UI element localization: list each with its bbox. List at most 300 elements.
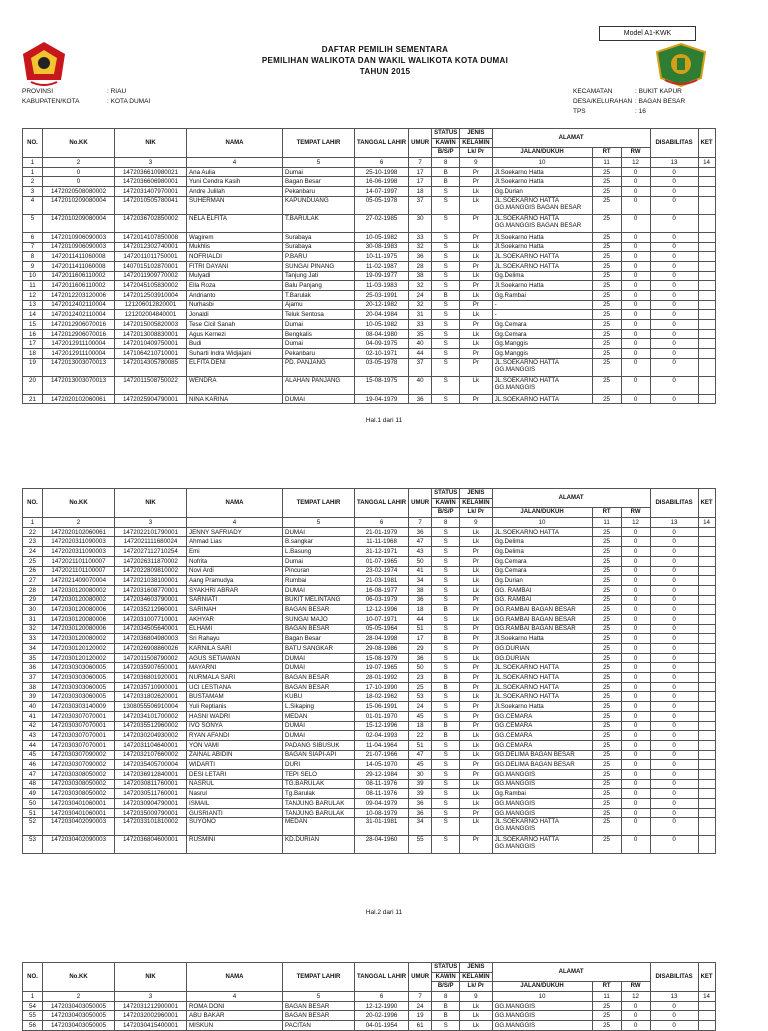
cell-tempat-lahir: BAGAN BESAR: [283, 605, 355, 615]
cell-tanggal-lahir: 11-11-1968: [355, 537, 409, 547]
model-form-box: Model A1-KWK: [599, 26, 696, 41]
cell-umur: 38: [409, 271, 432, 281]
cell-ket: [698, 585, 715, 595]
cell-nama: BUSTAMAM: [187, 692, 283, 702]
table-header-row: [23, 129, 716, 139]
address-line: JL.SOEKARNO HATTA: [494, 818, 559, 826]
cell-rt: 25: [592, 740, 621, 750]
table-row: [23, 527, 716, 537]
cell-status-kawin: S: [432, 214, 460, 232]
cell-rt: 25: [592, 547, 621, 557]
header-tanggal-lahir: TANGGAL LAHIR: [355, 963, 409, 992]
cell-tempat-lahir: Surabaya: [283, 232, 355, 242]
cell-rw: 0: [621, 339, 650, 349]
cell-status-kawin: S: [432, 836, 460, 854]
cell-tanggal-lahir: 21-07-1966: [355, 750, 409, 760]
cell-rt: 25: [592, 760, 621, 770]
column-number: 3: [115, 158, 187, 168]
cell-no-kk: 1472012203120006: [43, 290, 115, 300]
cell-status-kawin: S: [432, 760, 460, 770]
voter-table-page-1: [22, 128, 716, 404]
cell-nik: 1472036702850002: [115, 214, 187, 232]
cell-rt: 25: [592, 614, 621, 624]
cell-ket: [698, 702, 715, 712]
page-number-1: Hal.1 dari 11: [365, 417, 403, 424]
cell-rt: 25: [592, 731, 621, 741]
cell-tempat-lahir: P.BARU: [283, 252, 355, 262]
cell-jenis-kelamin: Pr: [460, 702, 492, 712]
cell-no: 12: [23, 290, 43, 300]
cell-umur: 25: [409, 682, 432, 692]
cell-no-kk: 1472030120080002: [43, 595, 115, 605]
address-line: GG.MANGGIS BAGAN BESAR: [494, 203, 582, 211]
cell-rt: 25: [592, 808, 621, 818]
cell-no: 47: [23, 769, 43, 779]
cell-rt: 25: [592, 281, 621, 291]
cell-no: 8: [23, 252, 43, 262]
tps-label: TPS: [573, 108, 586, 115]
cell-tanggal-lahir: 10-05-1982: [355, 320, 409, 330]
cell-no: 39: [23, 692, 43, 702]
cell-umur: 32: [409, 242, 432, 252]
cell-umur: 17: [409, 167, 432, 177]
cell-no-kk: 1472030403050005: [43, 1011, 115, 1021]
cell-jalan: [492, 818, 592, 836]
cell-ket: [698, 271, 715, 281]
cell-rw: 0: [621, 760, 650, 770]
cell-no: 42: [23, 721, 43, 731]
cell-tanggal-lahir: 04-01-1954: [355, 1021, 409, 1031]
header-status: STATUS: [432, 489, 460, 499]
cell-nama: HASNI WADRI: [187, 711, 283, 721]
region-info-right: [573, 87, 685, 117]
cell-rw: 0: [621, 750, 650, 760]
cell-ket: [698, 300, 715, 310]
cell-no-kk: 1472030120080006: [43, 614, 115, 624]
cell-tempat-lahir: KUBU: [283, 692, 355, 702]
cell-rw: 0: [621, 547, 650, 557]
cell-tanggal-lahir: 01-01-1970: [355, 711, 409, 721]
cell-nama: SUHERMAN: [187, 196, 283, 214]
cell-disabilitas: 0: [650, 818, 698, 836]
cell-nik: 1472036606980001: [115, 177, 187, 187]
cell-ket: [698, 624, 715, 634]
cell-rt: 25: [592, 329, 621, 339]
cell-rt: 25: [592, 358, 621, 376]
cell-rw: 0: [621, 566, 650, 576]
cell-disabilitas: 0: [650, 576, 698, 586]
cell-jenis-kelamin: Lk: [460, 818, 492, 836]
cell-jalan: GG.CEMARA: [492, 731, 592, 741]
cell-rt: 25: [592, 1021, 621, 1031]
cell-jalan: Jl.Soekarno Hatta: [492, 702, 592, 712]
cell-tempat-lahir: Dumai: [283, 556, 355, 566]
cell-no: 52: [23, 818, 43, 836]
cell-status-kawin: S: [432, 799, 460, 809]
cell-tanggal-lahir: 12-12-1996: [355, 605, 409, 615]
cell-jalan: Gg.Delima: [492, 547, 592, 557]
cell-no: 2: [23, 177, 43, 187]
cell-no: 55: [23, 1011, 43, 1021]
cell-no-kk: 1472012906070016: [43, 329, 115, 339]
cell-nik: 1472011508790002: [115, 653, 187, 663]
cell-no-kk: 1472011606110002: [43, 281, 115, 291]
cell-tanggal-lahir: 18-02-1962: [355, 692, 409, 702]
cell-tempat-lahir: ALAHAN PANJANG: [283, 376, 355, 394]
cell-umur: 51: [409, 624, 432, 634]
cell-nik: 1472025904790001: [115, 394, 187, 404]
cell-nama: DESI LETARI: [187, 769, 283, 779]
cell-umur: 37: [409, 196, 432, 214]
cell-jalan: Gg.Durian: [492, 576, 592, 586]
cell-disabilitas: 0: [650, 760, 698, 770]
cell-no-kk: 1472030403050005: [43, 1001, 115, 1011]
cell-jenis-kelamin: Lk: [460, 740, 492, 750]
cell-nik: 1472032002960001: [115, 1011, 187, 1021]
cell-rw: 0: [621, 167, 650, 177]
cell-nik: 1472036912840001: [115, 769, 187, 779]
cell-tanggal-lahir: 19-04-1979: [355, 394, 409, 404]
cell-jalan: Gg.Cemara: [492, 320, 592, 330]
cell-status-kawin: S: [432, 566, 460, 576]
cell-ket: [698, 537, 715, 547]
cell-disabilitas: 0: [650, 242, 698, 252]
cell-nik: 1472030811760001: [115, 779, 187, 789]
cell-status-kawin: S: [432, 818, 460, 836]
tps-value: : 16: [635, 108, 646, 115]
cell-tanggal-lahir: 17-10-1990: [355, 682, 409, 692]
cell-jenis-kelamin: Pr: [460, 358, 492, 376]
cell-status-kawin: S: [432, 232, 460, 242]
cell-no: 51: [23, 808, 43, 818]
cell-nik: 1407015102870001: [115, 261, 187, 271]
cell-tempat-lahir: KD.DURIAN: [283, 836, 355, 854]
cell-jalan: [492, 196, 592, 214]
cell-rt: 25: [592, 242, 621, 252]
cell-tanggal-lahir: 16-08-1977: [355, 585, 409, 595]
cell-umur: 44: [409, 349, 432, 359]
provinsi-label: PROVINSI: [22, 88, 54, 95]
cell-umur: 36: [409, 527, 432, 537]
cell-nik: 1472026311870002: [115, 556, 187, 566]
cell-rt: 25: [592, 566, 621, 576]
title-line-3: TAHUN 2015: [359, 67, 411, 76]
cell-tempat-lahir: DUMAI: [283, 585, 355, 595]
cell-jalan: Jl.Soekarno Hatta: [492, 232, 592, 242]
cell-nama: Budi: [187, 339, 283, 349]
cell-tanggal-lahir: 15-08-1975: [355, 376, 409, 394]
cell-disabilitas: 0: [650, 167, 698, 177]
cell-disabilitas: 0: [650, 653, 698, 663]
cell-rt: 25: [592, 537, 621, 547]
cell-no-kk: 1472030401060001: [43, 808, 115, 818]
cell-nik: 1472012302740001: [115, 242, 187, 252]
table-row: [23, 1011, 716, 1021]
cell-ket: [698, 576, 715, 586]
cell-no: 18: [23, 349, 43, 359]
column-number: 10: [492, 158, 592, 168]
cell-rw: 0: [621, 673, 650, 683]
cell-nik: 1472011508750022: [115, 376, 187, 394]
cell-disabilitas: 0: [650, 731, 698, 741]
cell-no: 53: [23, 836, 43, 854]
cell-nama: Sri Rahayu: [187, 634, 283, 644]
cell-disabilitas: 0: [650, 376, 698, 394]
table-row: [23, 329, 716, 339]
cell-jenis-kelamin: Pr: [460, 634, 492, 644]
table-row: [23, 673, 716, 683]
table-row: [23, 281, 716, 291]
cell-nama: Andre Julilah: [187, 187, 283, 197]
cell-rw: 0: [621, 310, 650, 320]
cell-no-kk: 1472030307070001: [43, 731, 115, 741]
cell-nama: Jonaldi: [187, 310, 283, 320]
cell-rt: 25: [592, 585, 621, 595]
cell-jenis-kelamin: Pr: [460, 682, 492, 692]
cell-umur: 24: [409, 1001, 432, 1011]
header-jenis: JENIS: [460, 489, 492, 499]
address-line: JL.SOEKARNO HATTA: [494, 836, 559, 844]
cell-disabilitas: 0: [650, 358, 698, 376]
cell-ket: [698, 836, 715, 854]
header-alamat: ALAMAT: [492, 489, 650, 508]
table-row: [23, 556, 716, 566]
column-number: 7: [409, 992, 432, 1002]
cell-jalan: GG.MANGGIS: [492, 1011, 592, 1021]
cell-status-kawin: S: [432, 527, 460, 537]
table-row: [23, 740, 716, 750]
table-row: [23, 566, 716, 576]
cell-jenis-kelamin: Pr: [460, 673, 492, 683]
cell-jalan: GG. RAMBAI: [492, 595, 592, 605]
cell-rw: 0: [621, 281, 650, 291]
cell-tanggal-lahir: 15-08-1979: [355, 653, 409, 663]
cell-nik: 121202004840001: [115, 310, 187, 320]
cell-jenis-kelamin: Lk: [460, 1001, 492, 1011]
cell-tempat-lahir: BAGAN BESAR: [283, 673, 355, 683]
cell-ket: [698, 547, 715, 557]
cell-jalan: GG.RAMBAI BAGAN BESAR: [492, 624, 592, 634]
cell-rt: 25: [592, 663, 621, 673]
header-jenis: JENIS: [460, 129, 492, 139]
column-number: 5: [283, 518, 355, 528]
cell-no: 28: [23, 585, 43, 595]
cell-jenis-kelamin: Pr: [460, 556, 492, 566]
address-line: GG.MANGGIS: [494, 383, 536, 391]
cell-jenis-kelamin: Pr: [460, 721, 492, 731]
cell-nik: 1472034505640001: [115, 624, 187, 634]
cell-no: 24: [23, 547, 43, 557]
header-umur: UMUR: [409, 129, 432, 158]
cell-tanggal-lahir: 06-03-1979: [355, 595, 409, 605]
cell-rt: 25: [592, 595, 621, 605]
cell-disabilitas: 0: [650, 300, 698, 310]
cell-rw: 0: [621, 349, 650, 359]
cell-ket: [698, 769, 715, 779]
address-line: GG.MANGGIS: [494, 843, 536, 851]
cell-disabilitas: 0: [650, 547, 698, 557]
column-number: 5: [283, 158, 355, 168]
cell-umur: 17: [409, 177, 432, 187]
column-number: 9: [460, 992, 492, 1002]
table-row: [23, 721, 716, 731]
cell-no-kk: 1472030307070001: [43, 711, 115, 721]
cell-ket: [698, 750, 715, 760]
cell-rw: 0: [621, 644, 650, 654]
header-jenis-kelamin: KELAMIN: [460, 498, 492, 508]
cell-no-kk: 1472030308050002: [43, 789, 115, 799]
cell-jenis-kelamin: Lk: [460, 789, 492, 799]
cell-rt: 25: [592, 750, 621, 760]
cell-nama: WIDARTI: [187, 760, 283, 770]
cell-status-kawin: S: [432, 556, 460, 566]
cell-jenis-kelamin: Lk: [460, 376, 492, 394]
cell-nama: IVO SONYA: [187, 721, 283, 731]
cell-tempat-lahir: L.Basung: [283, 547, 355, 557]
cell-jenis-kelamin: Lk: [460, 799, 492, 809]
header-status-kawin: KAWIN: [432, 498, 460, 508]
cell-jenis-kelamin: Lk: [460, 339, 492, 349]
cell-ket: [698, 818, 715, 836]
cell-nama: Ella Roza: [187, 281, 283, 291]
cell-no-kk: 1472011411060008: [43, 261, 115, 271]
cell-tempat-lahir: PACITAN: [283, 1021, 355, 1031]
cell-status-kawin: S: [432, 300, 460, 310]
cell-ket: [698, 740, 715, 750]
header-jenis: JENIS: [460, 963, 492, 973]
cell-nama: NASRUL: [187, 779, 283, 789]
cell-status-kawin: S: [432, 808, 460, 818]
cell-nama: RYAN AFANDI: [187, 731, 283, 741]
cell-no: 29: [23, 595, 43, 605]
cell-nik: 1472035212960001: [115, 605, 187, 615]
cell-ket: [698, 721, 715, 731]
cell-tempat-lahir: DUMAI: [283, 653, 355, 663]
table-row: [23, 769, 716, 779]
cell-umur: 24: [409, 290, 432, 300]
cell-nama: NURMALA SARI: [187, 673, 283, 683]
cell-no-kk: 1472030308050002: [43, 779, 115, 789]
cell-jenis-kelamin: Pr: [460, 394, 492, 404]
cell-disabilitas: 0: [650, 394, 698, 404]
table-column-number-row: [23, 158, 716, 168]
cell-tempat-lahir: Dumai: [283, 167, 355, 177]
cell-tanggal-lahir: 25-03-1991: [355, 290, 409, 300]
cell-umur: 33: [409, 232, 432, 242]
cell-no: 31: [23, 614, 43, 624]
cell-nik: 1472011909770002: [115, 271, 187, 281]
table-row: [23, 252, 716, 262]
header-ket: KET: [698, 489, 715, 518]
cell-rt: 25: [592, 177, 621, 187]
cell-jalan: JL.SOEKARNO HATTA: [492, 673, 592, 683]
cell-ket: [698, 634, 715, 644]
cell-no: 3: [23, 187, 43, 197]
cell-tanggal-lahir: 12-12-1990: [355, 1001, 409, 1011]
cell-no: 15: [23, 320, 43, 330]
cell-rt: 25: [592, 187, 621, 197]
cell-rw: 0: [621, 1011, 650, 1021]
cell-no: 37: [23, 673, 43, 683]
cell-disabilitas: 0: [650, 585, 698, 595]
cell-nik: 1472031608770001: [115, 585, 187, 595]
header-nik: NIK: [115, 129, 187, 158]
cell-ket: [698, 261, 715, 271]
cell-no-kk: 1472012402110004: [43, 300, 115, 310]
cell-rw: 0: [621, 818, 650, 836]
cell-no-kk: 1472010209080004: [43, 196, 115, 214]
cell-ket: [698, 187, 715, 197]
cell-tanggal-lahir: 29-12-1984: [355, 769, 409, 779]
cell-jenis-kelamin: Pr: [460, 595, 492, 605]
cell-jalan: GG.MANGGIS: [492, 769, 592, 779]
cell-umur: 36: [409, 595, 432, 605]
cell-tanggal-lahir: 31-01-1981: [355, 818, 409, 836]
cell-nama: SUYONO: [187, 818, 283, 836]
cell-jalan: JL.SOEKARNO HATTA: [492, 261, 592, 271]
cell-jalan: Jl.Soekarno Hatta: [492, 634, 592, 644]
column-number: 1: [23, 158, 43, 168]
cell-status-kawin: B: [432, 1011, 460, 1021]
cell-ket: [698, 376, 715, 394]
cell-tanggal-lahir: 10-07-1971: [355, 614, 409, 624]
cell-tanggal-lahir: 19-07-1965: [355, 663, 409, 673]
cell-no-kk: 1472010906090003: [43, 242, 115, 252]
column-number: 4: [187, 158, 283, 168]
cell-tempat-lahir: Bengkalis: [283, 329, 355, 339]
cell-jalan: Gg.Cemara: [492, 556, 592, 566]
cell-disabilitas: 0: [650, 682, 698, 692]
cell-tempat-lahir: DUMAI: [283, 527, 355, 537]
table-row: [23, 349, 716, 359]
cell-umur: 61: [409, 1021, 432, 1031]
cell-nik: 1472030204930002: [115, 731, 187, 741]
cell-tempat-lahir: Tanjung Jati: [283, 271, 355, 281]
cell-tempat-lahir: SUNGAI MAJO: [283, 614, 355, 624]
cell-umur: 29: [409, 644, 432, 654]
cell-ket: [698, 799, 715, 809]
cell-rw: 0: [621, 663, 650, 673]
cell-ket: [698, 339, 715, 349]
cell-umur: 36: [409, 799, 432, 809]
cell-status-kawin: S: [432, 376, 460, 394]
cell-jalan: -: [492, 300, 592, 310]
cell-tempat-lahir: DUMAI: [283, 663, 355, 673]
table-row: [23, 836, 716, 854]
column-number: 6: [355, 158, 409, 168]
provinsi-value: : RIAU: [107, 88, 127, 95]
cell-nik: 121206012820001: [115, 300, 187, 310]
cell-no: 21: [23, 394, 43, 404]
cell-status-kawin: S: [432, 750, 460, 760]
cell-tanggal-lahir: 05-05-1978: [355, 196, 409, 214]
table-row: [23, 177, 716, 187]
cell-nama: ISMAIL: [187, 799, 283, 809]
cell-umur: 39: [409, 789, 432, 799]
cell-tanggal-lahir: 16-06-1998: [355, 177, 409, 187]
cell-jenis-kelamin: Lk: [460, 187, 492, 197]
cell-tempat-lahir: Tg.Barulak: [283, 789, 355, 799]
cell-no-kk: 1472030303060005: [43, 692, 115, 702]
table-row: [23, 799, 716, 809]
cell-status-kawin: S: [432, 339, 460, 349]
column-number: 8: [432, 158, 460, 168]
cell-nama: FITRI DAYANI: [187, 261, 283, 271]
cell-tanggal-lahir: 27-02-1985: [355, 214, 409, 232]
cell-no: 38: [23, 682, 43, 692]
header-no-kk: No.KK: [43, 129, 115, 158]
table-row: [23, 653, 716, 663]
